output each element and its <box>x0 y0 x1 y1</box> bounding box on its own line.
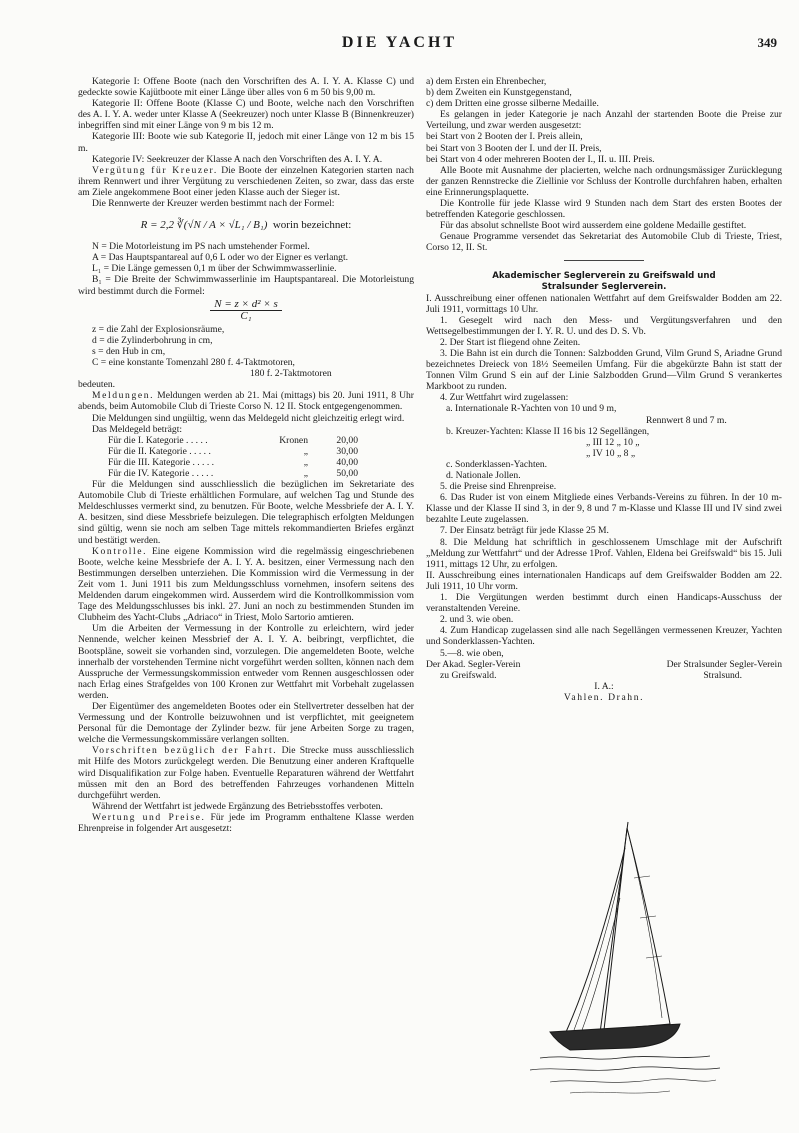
signature-left-1: Der Akad. Segler-Verein <box>426 658 521 670</box>
rules-heading: Vorschriften bezüglich der Fahrt. <box>92 745 278 757</box>
prizes-heading: Wertung und Preise. <box>92 811 206 823</box>
gold-medal-paragraph: Für das absolut schnellste Boot wird ausserdem eine goldene Medaille gestiftet. <box>440 220 747 232</box>
class-c: c. Sonderklassen-Yachten. <box>446 458 548 470</box>
fee-row <box>78 435 414 446</box>
club-heading-line2: Stralsunder Seglerverein. <box>541 281 667 292</box>
fee-amount: 40,00 <box>336 456 358 468</box>
handicap-announcement: II. Ausschreibung eines internationalen Handicaps auf dem Greifswalder Bodden am 22. Juli 1911, 10 Uhr vorm. <box>426 569 782 592</box>
rule-7: 7. Der Einsatz beträgt für jede Klasse 25 M. <box>440 525 609 537</box>
category-3: Kategorie III: Boote wie sub Kategorie II, jedoch mit einer Länge von 12 m bis 15 m. <box>78 131 414 154</box>
club-heading-line1: Akademischer Seglerverein zu Greifswald und <box>492 270 716 281</box>
variable-s: s = den Hub in cm, <box>92 345 166 357</box>
class-b: b. Kreuzer-Yachten: Klasse II 16 bis 12 Segellängen, <box>446 425 650 437</box>
section-divider <box>564 260 644 261</box>
category-4: Kategorie IV: Seekreuzer der Klasse A nach den Vorschriften des A. I. Y. A. <box>92 153 383 165</box>
category-1: Kategorie I: Offene Boote (nach den Vorschriften des A. I. Y. A. Klasse C) und gedeckte sowie Kajütboote mit einer Länge über alles von 6 m 50 bis 9,00 m. <box>78 76 414 99</box>
fee-currency: „ <box>303 445 308 457</box>
signatures-2 <box>426 670 782 681</box>
rule-1: 1. Gesegelt wird nach den Mess- und Vergütungsverfahren und den Wettsegelbestimmungen der I. Y. R. U. und des D. S. Vb. <box>426 314 782 337</box>
fee-currency: „ <box>303 456 308 468</box>
signature-right-1: Der Stralsunder Segler-Verein <box>666 658 782 670</box>
compensation-heading: Vergütung für Kreuzer. <box>92 164 218 176</box>
rule-4: 4. Zur Wettfahrt wird zugelassen: <box>440 392 569 404</box>
start-3: bei Start von 3 Booten der I. und der II. Preis, <box>426 142 602 154</box>
owner-paragraph: Der Eigentümer des angemeldeten Bootes oder ein Stellvertreter desselben hat der Vermessung und der Kontrolle beizuwohnen und ist verpflichtet, mit geeignetem Personal für die Demontage der Zylinder bezw. für jene Arbeiten Sorge zu tragen, welche die Vermessungskommissäre verlangen sollten. <box>78 700 414 746</box>
prize-distribution: Es gelangen in jeder Kategorie je nach Anzahl der startenden Boote die Preise zur Verteilung, und zwar werden ausgesetzt: <box>426 109 782 132</box>
variable-z: z = die Zahl der Explosionsräume, <box>92 323 225 335</box>
compensation-text: Die Boote der einzelnen Kategorien starten nach ihrem Rennwert und ihrer Vergütung zu verschiedenen Zeiten, so zwar, dass das erste am Ziele angekommene Boot einer jeden Klasse auch der Sieger ist. <box>78 164 414 198</box>
definition-b1: B₁ = Die Breite der Schwimmwasserlinie im Hauptspantareal. Die Motorleistung wird bestimmt durch die Formel: <box>78 274 414 297</box>
plaque-paragraph: Alle Boote mit Ausnahme der placierten, welche nach ordnungsmässiger Zurücklegung der ganzen Rennstrecke die Ziellinie vor Schluss der Kontrolle durchfahren haben, erhalten eine Erinnerungsplaquette. <box>426 164 782 198</box>
rating-formula-tail: worin bezeichnet: <box>272 219 352 232</box>
prize-a: a) dem Ersten ein Ehrenbecher, <box>426 76 547 87</box>
measurement-paragraph: Um die Arbeiten der Vermessung in der Kontrolle zu erleichtern, wird jeder Nennende, welcher keinen Messbrief der A. I. Y. A. beibringt, verpflichtet, die Bootspläne, soweit sie vorhanden sind, vorzulegen. Die angemeldeten Boote, welche innerhalb der vorstehenden Termine nicht vorgeführt werden sollten, können nach dem Ausspruche der Vermessungskommission entweder vom Rennen ausgeschlossen oder nach Erlag eines Strafgeldes von 100 Kronen zur Wettfahrt mit Vorbehalt zugelassen werden. <box>78 623 414 701</box>
class-b-iv: „ IV 10 „ 8 „ <box>586 447 636 459</box>
left-column <box>78 76 414 834</box>
club-heading <box>426 271 782 293</box>
fee-currency: Kronen <box>279 434 308 446</box>
page-header <box>0 32 799 54</box>
class-b-iii: „ III 12 „ 10 „ <box>586 436 640 448</box>
ia-line: I. A.: <box>594 680 614 692</box>
rating-formula-expr: R = 2,2 ∛(√N / A × √L₁ / B₁) <box>140 219 268 232</box>
handicap-rule-4: 4. Zum Handicap zugelassen sind alle nach Segellängen vermessenen Kreuzer, Yachten und Sonderklassen-Yachten. <box>426 625 782 648</box>
power-denominator: C₁ <box>240 309 252 322</box>
rules-paragraph <box>78 745 414 800</box>
control-paragraph <box>78 546 414 624</box>
entries-validity: Die Meldungen sind ungültig, wenn das Meldegeld nicht gleichzeitig erlegt wird. <box>92 412 405 424</box>
compensation-paragraph <box>78 165 414 198</box>
programmes-paragraph: Genaue Programme versendet das Sekretariat des Automobile Club di Trieste, Triest, Corso 12, II. St. <box>426 231 782 254</box>
fee-intro: Das Meldegeld beträgt: <box>92 423 183 435</box>
entries-text: Meldungen werden ab 21. Mai (mittags) bis 20. Juni 1911, 8 Uhr abends, beim Automobile Club di Trieste Corso N. 12 II. Stock entgegengenommen. <box>78 390 414 413</box>
handicap-rule-1: 1. Die Vergütungen werden bestimmt durch einen Handicaps-Ausschuss der veranstaltenden Vereine. <box>426 592 782 615</box>
fee-row <box>78 457 414 468</box>
power-fraction <box>210 299 281 322</box>
rule-8: 8. Die Meldung hat schriftlich in geschlossenem Umschlage mit der Aufschrift „Meldung zur Wettfahrt“ und der Adresse 1Prof. Vahlen, Eldena bei Greifswald“ bis 15. Juli 1911, mittags 12 Uhr, zu erfolgen. <box>426 536 782 570</box>
fee-label: Für die IV. Kategorie . . . . . <box>108 468 214 479</box>
rating-intro: Die Rennwerte der Kreuzer werden bestimmt nach der Formel: <box>92 198 335 210</box>
start-4: bei Start von 4 oder mehreren Booten der I., II. u. III. Preis. <box>426 153 655 165</box>
fee-amount: 30,00 <box>336 445 358 457</box>
variable-c: C = eine konstante Tomenzahl 280 f. 4-Taktmotoren, <box>92 357 295 369</box>
fee-amount: 50,00 <box>336 468 358 479</box>
fee-label: Für die II. Kategorie . . . . . <box>108 445 211 457</box>
class-a-rating: Rennwert 8 und 7 m. <box>646 414 727 426</box>
signatory-names: Vahlen. Drahn. <box>563 691 645 703</box>
power-numerator: N = z × d² × s <box>210 299 281 311</box>
handicap-rule-2: 2. und 3. wie oben. <box>440 614 514 626</box>
forms-paragraph: Für die Meldungen sind ausschliesslich die bezüglichen im Sekretariate des Automobile Club di Trieste erhältlichen Formulare, auf welchen Tag und Stunde des Meldeschlusses vermerkt sind, zu benutzen. Für Boote, welche Messbriefe der A. I. Y. A. besitzen, sind diese Messbriefe beizulegen. Die telegraphisch erfolgten Meldungen sind gültig, wenn sie noch am selben Tage mittels rekommandierten Briefes ergänzt und bestätigt werden. <box>78 479 414 546</box>
signature-left-2: zu Greifswald. <box>440 669 497 681</box>
fee-label: Für die III. Kategorie . . . . . <box>108 456 215 468</box>
variables-end: bedeuten. <box>78 379 116 391</box>
fee-amount: 20,00 <box>336 434 358 446</box>
fuel-paragraph: Während der Wettfahrt ist jedwede Ergänzung des Betriebsstoffes verboten. <box>92 800 383 812</box>
start-2: bei Start von 2 Booten der I. Preis allein, <box>426 131 583 143</box>
class-a: a. Internationale R-Yachten von 10 und 9 m, <box>446 403 617 415</box>
variable-c-2: 180 f. 2-Taktmotoren <box>250 368 332 380</box>
definition-n: N = Die Motorleistung im PS nach umstehender Formel. <box>92 241 310 253</box>
fee-row <box>78 468 414 479</box>
fee-row <box>78 446 414 457</box>
control-text: Eine eigene Kommission wird die regelmässig eingeschriebenen Boote, welche keine Messbriefe der A. I. Y. A. besitzen, einer Vermessung nach den Bestimmungen derselben unterziehen. Die Kommission wird die Vermessung in der Zeit vom 1. Juni 1911 bis zum Meldungsschluss vornehmen, insofern seitens des Meldenden darum eingekommen wird. Ausserdem wird die Kontrollkommission vom Tage des Meldungsschlusses bis inkl. 27. Juni an noch zu bestimmenden Stunden im Clubheim des Yacht-Clubs „Adriaco“ in Triest, Molo Sartorio amtieren. <box>78 545 414 624</box>
right-column <box>426 76 782 703</box>
fee-table <box>78 435 414 479</box>
definition-a: A = Das Hauptspantareal auf 0,6 L oder wo der Eigner es verlangt. <box>92 252 349 264</box>
prizes-text: Für jede im Programm enthaltene Klasse werden Ehrenpreise in folgender Art ausgesetzt: <box>78 811 414 834</box>
fee-label: Für die I. Kategorie . . . . . <box>108 434 208 446</box>
journal-title: DIE YACHT <box>341 34 458 51</box>
entries-paragraph <box>78 390 414 412</box>
power-formula <box>78 299 414 322</box>
control-heading: Kontrolle. <box>92 545 148 557</box>
race-announcement: I. Ausschreibung einer offenen nationalen Wettfahrt auf dem Greifswalder Bodden am 22. Juli 1911, vormittags 10 Uhr. <box>426 292 782 315</box>
rule-5: 5. die Preise sind Ehrenpreise. <box>440 481 557 493</box>
entries-heading: Meldungen. <box>92 390 155 402</box>
rules-text: Die Strecke muss ausschliesslich mit Hilfe des Motors zurückgelegt werden. Die Benutzung einer anderen Kraftquelle wird Disqualifikation zur Folge haben. Eventuelle Reparaturen während der Wettfahrt müssen mit den an Bord des betreffenden Fahrzeuges vorhandenen Mitteln durchgeführt werden. <box>78 745 414 801</box>
page-number: 349 <box>757 35 777 50</box>
prize-b: b) dem Zweiten ein Kunstgegenstand, <box>426 87 572 99</box>
category-2: Kategorie II: Offene Boote (Klasse C) und Boote, welche nach den Vorschriften des A. I. Y. A. weder unter Klasse A (Seekreuzer) noch unter Klasse B (Binnenkreuzer) inbegriffen sind mit einer Länge von 9 m bis 12 m. <box>78 98 414 132</box>
prize-c: c) dem Dritten eine grosse silberne Medaille. <box>426 98 599 110</box>
signature-right-2: Stralsund. <box>703 669 742 681</box>
signatures <box>426 659 782 670</box>
class-d: d. Nationale Jollen. <box>446 470 521 481</box>
prizes-paragraph <box>78 812 414 834</box>
rule-3: 3. Die Bahn ist ein durch die Tonnen: Salzbodden Grund, Vilm Grund S, Ariadne Grund bezeichnetes Dreieck von 18½ Seemeilen Umfang. Für die abgekürzte Bahn ist statt der Tonnen Vilm Grund S ein auf der Linie Salzbodden Grund—Vilm Grund S verankertes Markboot zu runden. <box>426 347 782 393</box>
rule-2: 2. Der Start ist fliegend ohne Zeiten. <box>440 336 581 348</box>
variable-d: d = die Zylinderbohrung in cm, <box>92 334 213 346</box>
definition-l1: L₁ = Die Länge gemessen 0,1 m über der Schwimmwasserlinie. <box>92 263 337 275</box>
sailboat-sketch-icon <box>530 818 720 1098</box>
fee-currency: „ <box>303 468 308 479</box>
rule-6: 6. Das Ruder ist von einem Mitgliede eines Verbands-Vereins zu führen. In der 10 m-Klasse und der Klasse II sind 3, in der 9, 8 und 7 m-Klasse und Klasse III und IV sind zwei bezahlte Leute zugelassen. <box>426 492 782 526</box>
rating-formula <box>78 213 414 237</box>
control-close-paragraph: Die Kontrolle für jede Klasse wird 9 Stunden nach dem Start des ersten Bootes der betreffenden Kategorie geschlossen. <box>426 198 782 221</box>
handicap-rule-5: 5.—8. wie oben, <box>440 647 504 659</box>
